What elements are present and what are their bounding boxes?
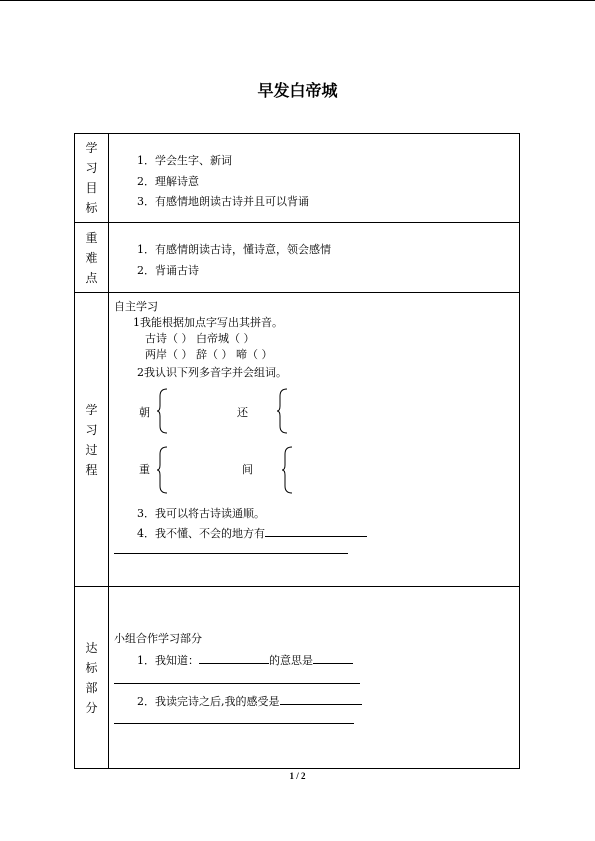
assessment-question-2: 2．我读完诗之后,我的感受是 (137, 693, 362, 709)
question-4: 4．我不懂、不会的地方有 (137, 525, 367, 541)
section-heading: 小组合作学习部分 (114, 632, 202, 645)
assessment-cell (109, 587, 520, 769)
brace-icon (157, 388, 169, 434)
top-rule (0, 0, 595, 1)
polyphone-char: 还 (237, 406, 248, 419)
section-heading: 自主学习 (114, 300, 158, 313)
list-item: 1．学会生字、新词 (137, 154, 232, 167)
list-item: 3．有感情地朗读古诗并且可以背诵 (137, 195, 309, 208)
list-item: 2．理解诗意 (137, 175, 199, 188)
goals-cell (109, 134, 520, 223)
question-3: 3．我可以将古诗读通顺。 (137, 507, 265, 520)
question-2: 2我认识下列多音字并会组词。 (137, 366, 287, 379)
row-label: 学 习 过 程 (75, 293, 109, 587)
answer-line (114, 553, 348, 554)
polyphone-char: 朝 (139, 406, 150, 419)
list-item: 1．有感情朗读古诗，懂诗意，领会感情 (137, 243, 331, 256)
page-number: 1 / 2 (289, 771, 306, 781)
row-label: 达 标 部 分 (75, 587, 109, 769)
polyphone-char: 重 (139, 463, 150, 476)
assessment-question-1: 1．我知道： 的意思是 (137, 652, 353, 668)
pinyin-line-2: 两岸（ ） 辞（ ） 啼（ ） (145, 348, 273, 361)
answer-blank (313, 653, 353, 664)
answer-blank (280, 694, 362, 705)
table-row (75, 223, 520, 293)
brace-icon (282, 446, 294, 494)
question-1: 1我能根据加点字写出其拼音。 (133, 316, 283, 329)
answer-line (114, 723, 354, 724)
process-cell (109, 293, 520, 587)
key-points-cell (109, 223, 520, 293)
lesson-table (74, 133, 520, 769)
page-title: 早发白帝城 (257, 81, 338, 100)
list-item: 2．背诵古诗 (137, 264, 199, 277)
row-label: 重 难 点 (75, 223, 109, 293)
polyphone-char: 间 (242, 463, 253, 476)
answer-line (114, 683, 360, 684)
brace-icon (277, 388, 289, 434)
row-label: 学 习 目 标 (75, 134, 109, 223)
answer-blank (265, 526, 367, 537)
answer-blank (199, 653, 269, 664)
table-row (75, 134, 520, 223)
brace-icon (157, 446, 169, 494)
pinyin-line-1: 古诗（ ） 白帝城（ ） (145, 332, 255, 345)
table-row (75, 293, 520, 587)
table-row (75, 587, 520, 769)
